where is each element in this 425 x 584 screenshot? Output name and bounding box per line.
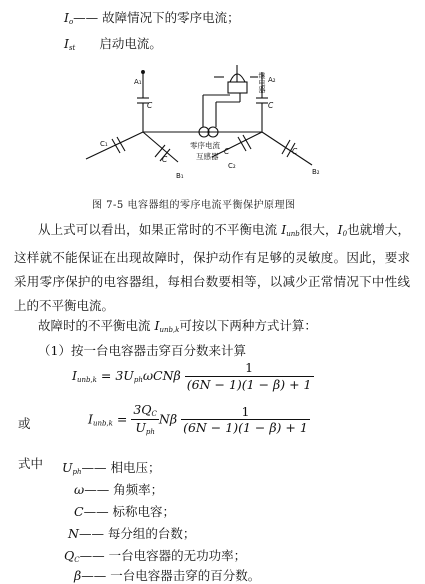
f1-fraction: [185, 362, 314, 391]
p2-sub: unb,k: [159, 326, 180, 334]
label-c-right: C: [268, 101, 274, 110]
label-b2: B₂: [312, 168, 320, 176]
method-1-heading: （1）按一台电容器击穿百分数来计算: [38, 343, 246, 358]
p1-iunb-sub: unb: [286, 230, 300, 238]
p2-b: 可按以下两种方式计算：: [179, 318, 317, 333]
label-relay: 继电器: [258, 72, 266, 93]
def-symbol: C: [74, 504, 84, 519]
def-io-symbol: I: [64, 10, 69, 25]
f1-eq: = 3U: [96, 368, 134, 383]
def-symbol: β: [74, 568, 82, 583]
def-ist-text: 启动电流。: [99, 36, 162, 51]
def-symbol: Q: [64, 548, 75, 563]
label-b1: B₁: [176, 172, 184, 180]
formula-1: [72, 362, 314, 391]
definition-row: [62, 458, 161, 476]
f2-coef-den: [131, 419, 159, 436]
def-text: —— 角频率；: [84, 482, 164, 497]
p1-i0-sub: 0: [342, 230, 348, 238]
paragraph-1: [14, 218, 410, 318]
f1-lhs: I: [72, 368, 77, 383]
p1-i0: I: [337, 222, 343, 237]
def-text: —— 标称电容；: [83, 504, 176, 519]
definition-row: [74, 502, 175, 520]
p1-b: 很大，: [299, 222, 338, 237]
f1-numerator: 1: [245, 360, 254, 375]
def-ist: [64, 38, 162, 52]
or-label: 或: [18, 416, 31, 431]
label-c-right-left: C: [224, 147, 230, 156]
definition-row: [64, 546, 246, 564]
def-text: —— 一台电容器击穿的百分数。: [81, 568, 261, 583]
f2-denominator: (6N − 1)(1 − β) + 1: [183, 420, 308, 435]
formula-2: [88, 404, 310, 436]
relay: [203, 65, 258, 102]
def-symbol: ω: [74, 482, 85, 497]
p2-sym: I: [154, 318, 160, 333]
definition-row: [68, 524, 195, 542]
p1-iunb: I: [281, 222, 287, 237]
circuit-diagram: [0, 62, 425, 187]
def-ist-symbol: I: [64, 36, 69, 51]
def-symbol: U: [62, 460, 73, 475]
def-sub: C: [74, 556, 80, 564]
label-c-left: C: [147, 101, 153, 110]
label-c1-left: C₁: [100, 140, 108, 148]
f2-coef-fraction: [131, 404, 159, 436]
f2-coef-num: [131, 404, 159, 419]
def-symbol: N: [68, 526, 79, 541]
f2-coef-num-sub: C: [151, 410, 157, 418]
label-c-right-right: C: [292, 147, 298, 156]
def-ist-sub: st: [68, 44, 76, 52]
f1-lhs-sub: unb,k: [76, 376, 97, 384]
def-text: —— 相电压；: [81, 460, 161, 475]
definition-row: [74, 480, 163, 498]
left-capacitor-star: [86, 71, 262, 162]
where-label: 式中: [18, 456, 44, 471]
f1-mid: ωCNβ: [142, 368, 181, 383]
label-ct-line2: 互感器: [196, 152, 219, 161]
definition-row: [74, 566, 260, 584]
label-c2: C₂: [228, 162, 236, 170]
p1-c: 也就增大，这样就不能保证在出现故障时，保护动作有足够的灵敏度。因此，要求采用零序保护的电容器组，每相台数要相等，以减少正常情况下中性线上的不平衡电流。: [14, 222, 410, 313]
f2-mid: Nβ: [158, 411, 178, 427]
label-a1: A₁: [134, 78, 142, 86]
def-io: [64, 12, 240, 26]
f1-denominator: (6N − 1)(1 − β) + 1: [186, 376, 312, 392]
def-io-sub: o: [68, 18, 74, 26]
f2-numerator: 1: [241, 403, 250, 419]
f2-coef-num-text: 3Q: [133, 402, 152, 417]
def-text: —— 每分组的台数；: [78, 526, 196, 541]
def-text: —— 一台电容器的无功功率；: [79, 548, 247, 563]
label-ct-line1: 零序电流: [190, 141, 220, 150]
current-transformer: [199, 95, 218, 137]
f2-coef-den-sub: ph: [145, 428, 155, 436]
paragraph-2: [14, 314, 410, 342]
label-c-left-bottom: C: [162, 155, 168, 164]
f2-lhs-sub: unb,k: [92, 419, 113, 428]
f2-coef-den-text: U: [135, 420, 146, 435]
f2-eq: =: [112, 411, 132, 427]
f1-uph-sub: ph: [133, 376, 143, 384]
f2-lhs: I: [88, 411, 93, 427]
p1-a: 从上式可以看出，如果正常时的不平衡电流: [38, 222, 282, 237]
figure-caption: 图 7-5 电容器组的零序电流平衡保护原理图: [92, 200, 296, 211]
label-a2: A₂: [268, 76, 276, 84]
p2-a: 故障时的不平衡电流: [38, 318, 155, 333]
def-io-text: —— 故障情况下的零序电流；: [73, 10, 240, 25]
def-sub: ph: [72, 468, 82, 476]
f2-fraction: [181, 403, 310, 435]
